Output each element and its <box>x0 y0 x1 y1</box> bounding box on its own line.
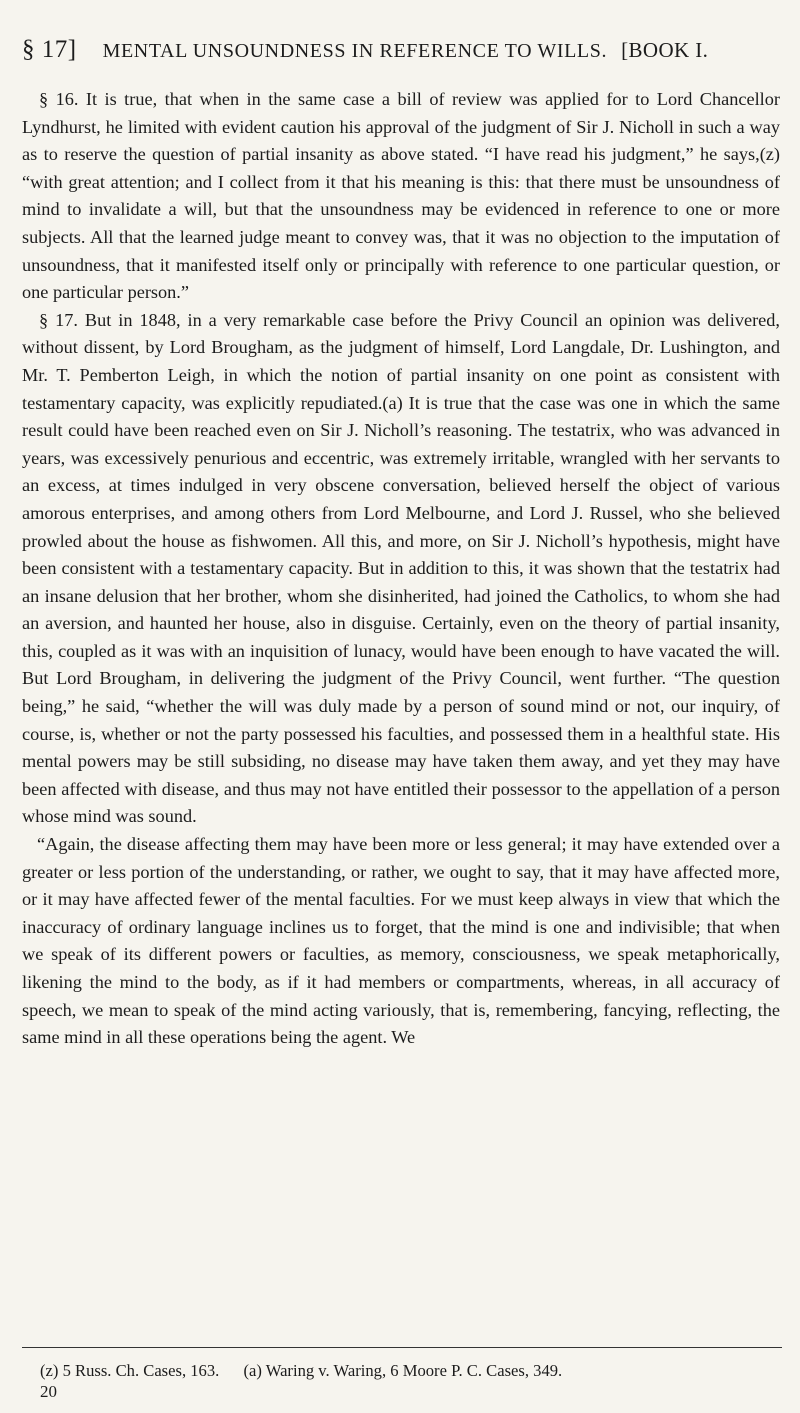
paragraph-section-17: § 17. But in 1848, in a very remarkable case before the Privy Council an opinion was delivered, without dissent, by Lord Brougham, as the judgment of himself, Lord Langdale, Dr. Lushington, and Mr. T. Pemberton Leigh, in which the notion of partial insanity on one point as consistent with testamentary capacity, was explicitly repudiated.(a) It is true that the case was one in which the same result could have been reached even on Sir J. Nicholl’s reasoning. The testatrix, who was advanced in years, was excessively penurious and eccentric, was extremely irritable, wrangled with her servants to an excess, at times indulged in very obscene conversation, believed herself the object of various amorous enterprises, and among others from Lord Melbourne, and Lord J. Russel, who she believed prowled about the house as fishwomen. All this, and more, on Sir J. Nicholl’s hypothesis, might have been consistent with a testamentary capacity. But in addition to this, it was shown that the testatrix had an insane delusion that her brother, whom she disinherited, had joined the Catholics, to whom she had an aversion, and haunted her house, also in disguise. Certainly, even on the theory of partial insanity, this, coupled as it was with an inquisition of lunacy, would have been enough to have vacated the will. But Lord Brougham, in delivering the judgment of the Privy Council, went further. “The question being,” he said, “whether the will was duly made by a person of sound mind or not, our inquiry, of course, is, whether or not the party possessed his faculties, and possessed them in a healthful state. His mental powers may be still subsiding, no disease may have taken them away, and yet they may have been affected with disease, and thus may not have entitled their possessor to the appellation of a person whose mind was sound. <box>22 309 780 827</box>
footnotes <box>40 1360 785 1382</box>
running-header <box>22 36 792 70</box>
header-section-ref: § 17] <box>22 36 77 63</box>
page-number: 20 <box>40 1382 57 1401</box>
footnote-divider <box>22 1347 782 1348</box>
paragraph-section-16: § 16. It is true, that when in the same case a bill of review was applied for to Lord Chancellor Lyndhurst, he limited with evident caution his approval of the judgment of Sir J. Nicholl in such a way as to reserve the question of partial insanity as above stated. “I have read his judgment,” he says,(z) “with great attention; and I collect from it that his meaning is this: that there must be unsoundness of mind to invalidate a will, but that the unsoundness may be evidenced in reference to one or more subjects. All that the learned judge meant to convey was, that it was no objection to the imputation of unsoundness, that it manifested itself only or principally with reference to one particular question, or one particular person.” <box>22 89 780 303</box>
header-title: MENTAL UNSOUNDNESS IN REFERENCE TO WILLS. <box>102 40 608 62</box>
footnote-z: (z) 5 Russ. Ch. Cases, 163. <box>40 1361 220 1380</box>
body-text <box>22 86 780 1052</box>
header-book-ref: [BOOK I. <box>621 38 709 62</box>
footnote-a: (a) Waring v. Waring, 6 Moore P. C. Cases, 349. <box>243 1361 563 1380</box>
paragraph-quote-continued: “Again, the disease affecting them may have been more or less general; it may have extended over a greater or less portion of the understanding, or rather, we ought to say, that it may have affected more, or it may have affected fewer of the mental faculties. For we must keep always in view that which the inaccuracy of ordinary language inclines us to forget, that the mind is one and indivisible; that when we speak of its different powers or faculties, as memory, consciousness, we speak metaphorically, likening the mind to the body, as if it had members or compartments, whereas, in all accuracy of speech, we mean to speak of the mind acting variously, that is, remembering, fancying, reflecting, the same mind in all these operations being the agent. We <box>22 834 780 1048</box>
